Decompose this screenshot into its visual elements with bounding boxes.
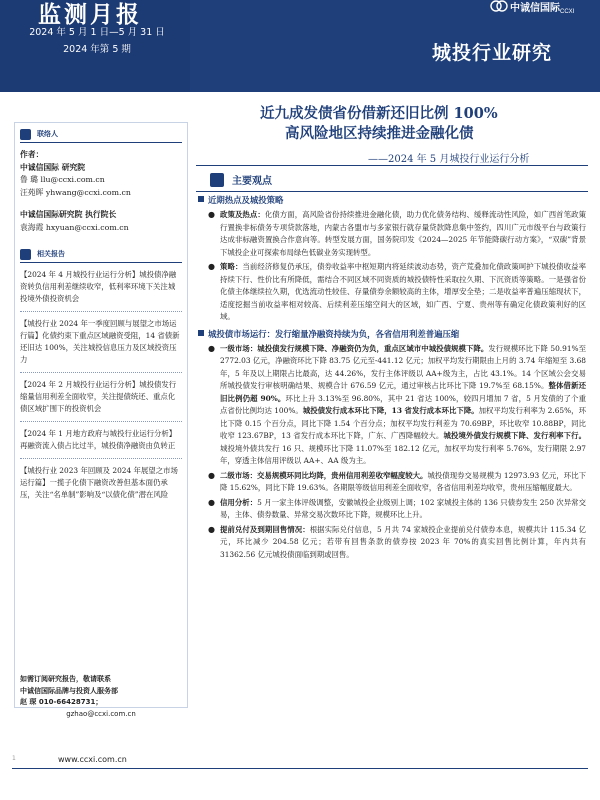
subscription-line-3: 赵 琛 010-66428731； — [20, 698, 103, 706]
bullet-icon: ● — [208, 497, 215, 507]
issue-number: 2024 年第 5 期 — [63, 44, 131, 55]
report-icon — [20, 249, 31, 260]
key-points-label: 主要观点 — [232, 176, 272, 187]
page-title-line2: 高风险地区持续推进金融化债 — [285, 125, 474, 142]
list-item — [208, 343, 586, 468]
related-report-2[interactable]: 【城投行业 2024 年一季度回顾与展望之市场运行篇】化债约束下重点区域融资受阻，14 省债新还旧达 100%，关注城投信息压力及区域投资压力 — [20, 319, 180, 364]
heading-market — [198, 328, 586, 341]
section-title: 城投行业研究 — [432, 42, 553, 64]
sidebar — [20, 128, 182, 501]
contact-icon — [20, 129, 31, 140]
related-report-4[interactable]: 【2024 年 1 月地方政府与城投行业运行分析】再融资流入债占比过半，城投债净融资由负转正 — [20, 429, 177, 450]
list-item — [208, 497, 586, 522]
heading-market-text: 城投债市场运行：发行缩量净融资持续为负，各省信用利差普遍压缩 — [208, 328, 460, 339]
page-subtitle: ——2024 年 5 月城投行业运行分析 — [368, 154, 530, 165]
contact-header — [20, 128, 182, 140]
square-bullet-icon — [198, 196, 204, 202]
bullet-icon: ● — [208, 210, 215, 219]
secondary-market-paragraph — [220, 470, 586, 495]
key-points-divider — [196, 191, 588, 192]
primary-highlight-3: 城投债发行成本环比下降，13 省发行成本环比下降。 — [302, 406, 479, 415]
heading-policy — [198, 194, 586, 207]
bullet-icon: ● — [208, 343, 215, 353]
list-item — [208, 524, 586, 562]
author-2: 汪苑晖 yhwang@ccxi.com.cn — [20, 187, 131, 197]
related-report-3[interactable]: 【2024 年 2 月城投行业运行分析】城投债发行缩量信用利差全面收窄，关注提债统还、重点化债区域扩围下的投资机会 — [20, 380, 177, 413]
page-title-line1: 近九成发债省份借新还旧比例 100% — [260, 105, 498, 122]
heading-policy-text: 近期热点及城投策略 — [208, 195, 284, 205]
bullet-icon: ● — [208, 470, 215, 480]
primary-text: 发行规模环比下降 50.91%至 2772.03 亿元，净融资环比下降 83.75 亿元至-441.12 亿元；加权平均发行期限由上月的 3.74 年缩短至 3.68 年，5 年及以上期限占比最高，达 44.26%，发行主体评级以 AA+级为主，占比 43.1%。14 个区域公会交易所城投债发行审核明确结果、规模合计 676.59 亿元，通过审核占比环比下降 19.7%至 68.15%。 — [220, 343, 586, 390]
head-dept: 中诚信国际研究院 执行院长 — [20, 210, 117, 219]
subscription-email[interactable]: gzhao@ccxi.com.cn — [66, 709, 136, 718]
related-report-1[interactable]: 【2024 年 4 月城投行业运行分析】城投债净融资转负信用利差继续收窄，低利率环境下关注城投境外债投资机会 — [20, 270, 177, 303]
brand-name: 中诚信国际 — [510, 3, 560, 14]
footer-divider — [12, 768, 588, 769]
secondary-label: 二级市场：交易规模环同比均降，贵州信用利差收窄幅度较大。 — [220, 470, 428, 480]
related-separator — [20, 458, 182, 459]
subscription-line-2: 中诚信国际品牌与投资人服务部 — [20, 686, 118, 695]
primary-text-2: 环比上升 3.13%至 96.80%，其中 21 省达 100%，较四月增加 7 省，5 月发债的了个重点省份比例均达 100%。 — [220, 393, 586, 415]
key-points-header — [210, 172, 272, 187]
report-name: 监测月报 — [38, 2, 142, 28]
subscription-line-1: 如需订阅研究报告，敬请联系 — [20, 675, 111, 683]
author-dept: 中诚信国际 研究院 — [20, 162, 86, 172]
related-label: 相关报告 — [37, 250, 65, 258]
contact-label: 联络人 — [37, 130, 58, 138]
list-item — [208, 261, 586, 324]
contact-divider — [20, 142, 182, 143]
related-divider — [20, 262, 182, 263]
rating-label: 信用分析： — [220, 497, 258, 507]
related-separator — [20, 372, 182, 373]
date-range: 2024 年 5 月 1 日—5 月 31 日 — [29, 27, 165, 38]
list-item — [208, 209, 586, 259]
policy-paragraph — [220, 209, 586, 259]
website-link[interactable]: www.ccxi.com.cn — [58, 755, 127, 764]
bullet-icon: ● — [208, 524, 215, 534]
primary-text-4: 城投境外债共发行 16 只、规模环比下降 11.07%至 182.12 亿元，加权平均发行利率 5.76%，发行期限 2.97 年，穿透主体信用评级以 AA+、AA 级为主。 — [220, 443, 586, 465]
head-name: 袁海霞 hxyuan@ccxi.com.cn — [20, 222, 129, 232]
redeem-text: 根据实际兑付信息，5 月共 74 家城投企业提前兑付债券本息，规模共计 115.34 亿元，环比减少 204.58 亿元；若带有回售条款的债券按 2023 年 70%的真实回售比例计算，年内共有 31362.56 亿元城投债面临到期或回售。 — [220, 524, 586, 559]
main-body — [198, 194, 586, 563]
author-1: 鲁 璐 llu@ccxi.com.cn — [20, 175, 105, 184]
redeem-paragraph — [220, 524, 586, 562]
rating-paragraph — [220, 497, 586, 522]
related-report-5[interactable]: 【城投行业 2023 年回顾及 2024 年展望之市场运行篇】一揽子化债下融资改善但基本面仍承压，关注“名单制”影响及“以债化债”潜在风险 — [20, 466, 178, 499]
primary-label: 一级市场：城投债发行规模下降、净融资仍为负，重点区域市中城投债规模下降。 — [220, 343, 489, 353]
primary-market-paragraph — [220, 343, 586, 468]
related-separator — [20, 421, 182, 422]
primary-text-3: 加权平均发行利率为 2.65%，环比下降 0.15 个百分点，同比下降 1.54 个百分点；加权平均发行利差为 70.69BP，环比收窄 10.88BP，同比收窄 123.67BP，13 省发行成本环比下降，广东、广西降幅较大。 — [220, 406, 586, 440]
strategy-text: 当前经济修复仍承压，债券收益率中枢短期内将延续波动态势，资产荒叠加化债政策呵护下城投债收益率持续下行、性价比有所降低，需结合不同区域不同资质的城投债特性采取拉久期、下沉资质等策略。一是强省份化债主体继续拉久期，优选流动性较佳、存量债券余额较高的主体，增厚安全垫；二是收益率普遍压缩现状下，适度挖掘当前收益率相对较高、后续利差压缩空间大的区域，如广西、宁夏、贵州等有确定化债政策利好的区域。 — [220, 262, 586, 321]
primary-highlight-4: 城投境外债发行规模下降、发行利率下行。 — [443, 431, 586, 440]
primary-highlight-2: 整体借新还旧比例仍超 90%。 — [220, 381, 586, 403]
secondary-text: 城投债现券交易规模为 12973.93 亿元，环比下降 15.62%，同比下降 19.63%。各期限等级信用利差全面收窄，各省信用利差均收窄，贵州压缩幅度最大。 — [220, 470, 586, 492]
rating-text: 5 月一家主体评级调整，安徽城投企业级别上调；102 家城投主体的 136 只债券发生 250 次异常交易，主体、债券数量、异常交易次数环比下降，规模环比上升。 — [220, 497, 586, 519]
related-separator — [20, 311, 182, 312]
title-divider — [196, 165, 588, 166]
strategy-label: 策略： — [220, 262, 243, 271]
related-header — [20, 248, 182, 260]
brand-en: CCXI — [560, 9, 575, 15]
policy-label: 政策及热点： — [220, 210, 265, 219]
square-bullet-icon — [198, 330, 204, 336]
subscription-info — [20, 674, 182, 720]
key-points-icon — [210, 173, 224, 187]
list-item — [208, 470, 586, 495]
page-number: 1 — [12, 755, 16, 762]
bullet-icon: ● — [208, 262, 215, 271]
author-label: 作者： — [20, 150, 44, 159]
strategy-paragraph — [220, 261, 586, 324]
policy-text: 化债方面，高风险省份持续推进金融化债，助力优化债务结构、缓释流动性风险，如广西首笔政策行置换非标债务专项贷款落地，内蒙古各盟市与多家银行就存量贷款降息集中签约，四川广元市级平台与政策行达成非标融资置换合作意向等。转型发展方面，国务院印发《2024—2025 年节能降碳行动方案》，“双碳”背景下城投企业可探索布局绿色低碳业务实现转型。 — [220, 210, 586, 257]
redeem-label: 提前兑付及到期回售情况： — [220, 524, 310, 534]
